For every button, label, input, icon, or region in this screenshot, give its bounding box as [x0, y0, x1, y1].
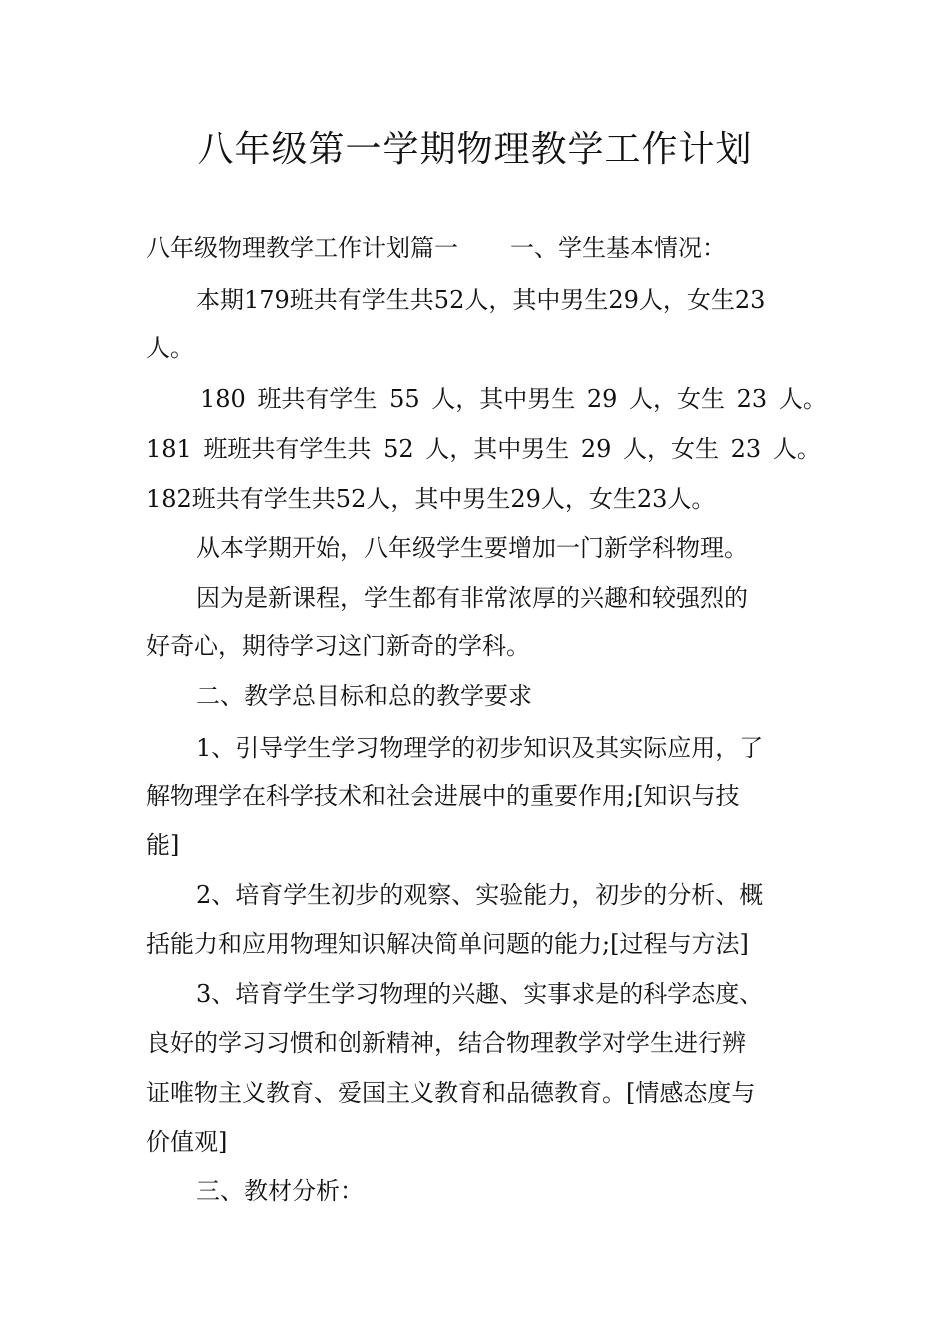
paragraph-line: 括能力和应用物理知识解决简单问题的能力;[过程与方法]: [146, 930, 749, 958]
section-heading: 一、学生基本情况：: [510, 234, 726, 262]
subtitle-text: 八年级物理教学工作计划篇一: [146, 234, 458, 262]
paragraph-line: 解物理学在科学技术和社会进展中的重要作用;[知识与技: [146, 782, 740, 810]
paragraph-line: 好奇心，期待学习这门新奇的学科。: [146, 632, 530, 660]
paragraph-line: 182班共有学生共52人，其中男生29人，女生23人。: [146, 485, 716, 513]
document-title: 八年级第一学期物理教学工作计划: [197, 129, 753, 170]
paragraph-line: 本期179班共有学生共52人，其中男生29人，女生23: [196, 286, 766, 314]
paragraph-line: 181 班班共有学生共 52 人，其中男生 29 人，女生 23 人。: [146, 435, 821, 463]
paragraph-line: 3、培育学生学习物理的兴趣、实事求是的科学态度、: [196, 980, 764, 1008]
section-heading: 二、教学总目标和总的教学要求: [196, 682, 532, 710]
paragraph-line: 证唯物主义教育、爱国主义教育和品德教育。[情感态度与: [146, 1079, 756, 1107]
paragraph-line: 从本学期开始，八年级学生要增加一门新学科物理。: [196, 534, 748, 562]
paragraph-line: 能]: [146, 831, 180, 859]
paragraph-line: 1、引导学生学习物理学的初步知识及其实际应用，了: [196, 734, 764, 762]
paragraph-line: 180 班共有学生 55 人，其中男生 29 人，女生 23 人。: [200, 385, 827, 413]
paragraph-line: 因为是新课程，学生都有非常浓厚的兴趣和较强烈的: [196, 584, 748, 612]
paragraph-line: 良好的学习习惯和创新精神，结合物理教学对学生进行辨: [146, 1029, 746, 1057]
paragraph-line: 价值观]: [146, 1128, 228, 1156]
paragraph-line: 人。: [146, 334, 194, 362]
paragraph-line: 2、培育学生初步的观察、实验能力，初步的分析、概: [196, 881, 764, 909]
section-heading: 三、教材分析：: [196, 1177, 364, 1205]
subtitle-line: [146, 230, 726, 266]
